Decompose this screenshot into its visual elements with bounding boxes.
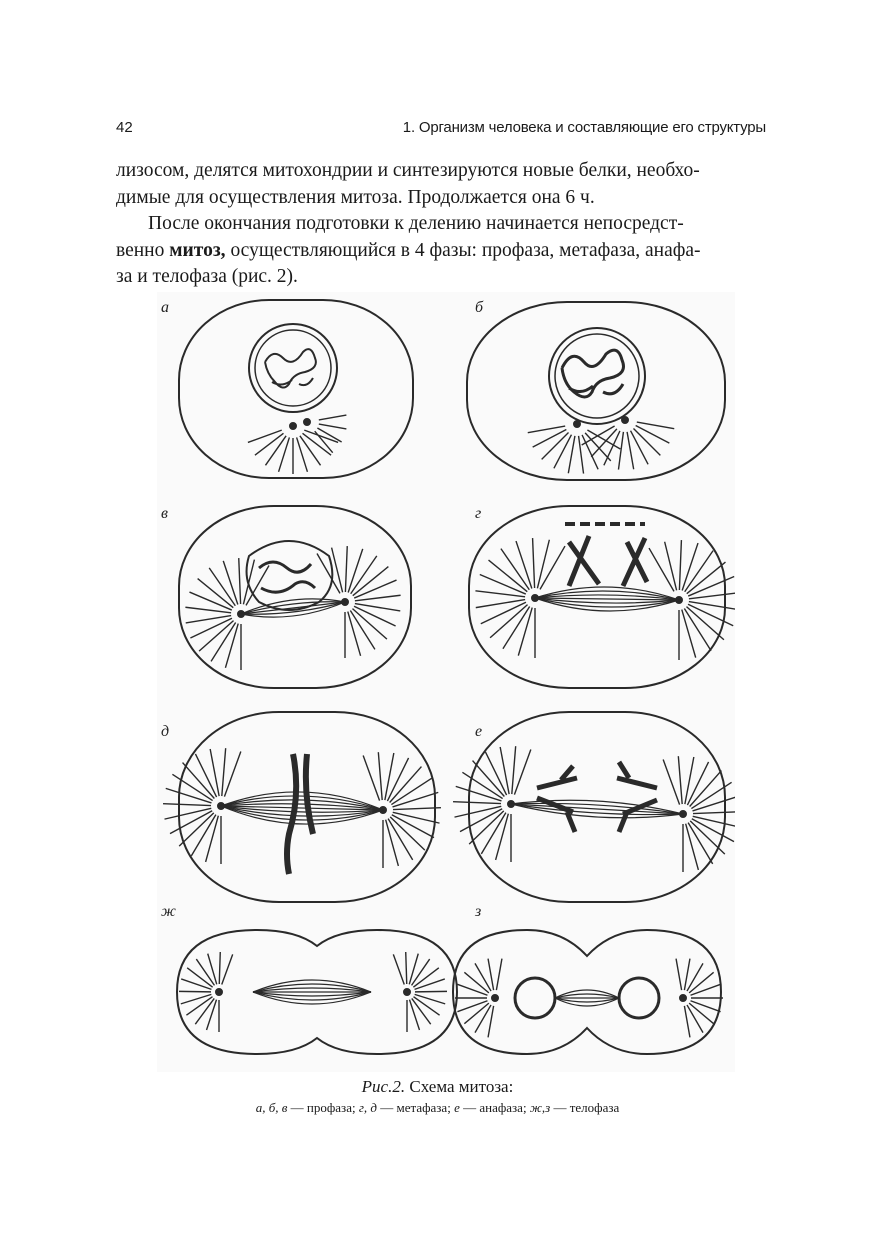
spindle-fiber [690,771,722,807]
text-line [116,264,766,291]
spindle-fiber [533,430,567,448]
panel-label: г [475,505,482,522]
spindle-fiber [319,415,347,420]
daughter-nucleus-right-z [619,978,659,1018]
spindle-fiber [678,756,682,804]
spindle-fiber [475,963,491,991]
spindle-fiber [219,952,220,984]
spindle-d [163,748,441,868]
mitosis-diagram [157,292,735,1072]
spindle-fiber [540,546,565,589]
spindle-fiber [210,749,219,796]
chromosomes-g [569,536,647,586]
spindle-fiber [684,608,711,650]
spindle-fiber [663,759,679,804]
spindle-fiber [535,598,679,600]
spindle-fiber [248,430,282,442]
centriole [304,419,310,425]
spindle-fiber [689,972,714,993]
spindle-fiber [222,748,226,796]
spindle-fiber [464,1003,489,1024]
legend-labels: ж,з [529,1100,551,1115]
spindle-fiber [533,538,535,588]
figure-title: Схема митоза: [405,1077,514,1096]
spindle-fiber [568,436,575,473]
spindle-fiber [475,1005,491,1033]
nucleus-v [247,541,333,610]
legend-text: — профаза; [287,1100,359,1115]
spindle-fiber [385,753,394,800]
spindle-fiber [687,762,708,805]
spindle-fiber [665,542,677,591]
spindle-fiber [488,1006,494,1038]
spindle-fiber [255,433,284,455]
spindle-fiber [206,816,219,862]
spindle-fiber [518,608,532,656]
text-line [116,158,766,185]
chromosomes-v [259,562,315,592]
spindle-z [455,959,723,1038]
spindle-fiber [689,593,735,599]
centriole [622,417,628,423]
spindle-fiber [636,426,670,444]
spindle-fiber [390,767,422,803]
spindle-fiber [585,433,611,461]
paragraph-2-line-2-end: осуществляющийся в 4 фазы: профаза, метафаза, анафа- [225,239,701,261]
spindle-fiber [649,548,674,591]
spindle-fiber [165,808,212,819]
centriole [492,995,498,1001]
chromatin-b [562,350,624,397]
spindle-fiber [689,1003,714,1024]
spindle-fiber [348,612,361,656]
spindle-fiber [503,606,530,648]
spindle-fiber [637,422,674,429]
paragraph-2-line-2-start: венно [116,239,170,261]
spindle-fiber [393,808,441,810]
aster-a [248,415,346,474]
spindle-fiber [208,954,217,985]
spindle-fiber [682,610,696,658]
term-mitosis: митоз, [169,239,226,261]
panel-label: ж [161,903,176,920]
daughter-nucleus-left-z [515,978,555,1018]
spindle-fiber [163,804,211,806]
spindle-fiber [687,963,703,991]
cell-outline-z [453,930,721,1054]
chromosomes-d [287,754,313,874]
spindle-fiber [676,959,682,991]
running-head [116,119,766,141]
spindle-fiber [514,749,530,794]
spindle-fiber [631,431,649,465]
spindle-fiber [183,763,215,799]
paragraph-2-line-1: После окончания подготовки к делению начинается непосредст- [148,213,684,234]
aster-b [528,417,674,474]
nucleus-outer-a [249,324,337,412]
section-title: 1. Организм человека и составляющие его структуры [402,119,766,136]
spindle-fiber [386,820,399,866]
spindle-e [453,746,735,872]
panel-label: б [475,299,484,316]
spindle-fiber [488,959,494,991]
centriole [216,989,222,995]
spindle-fiber [693,812,735,814]
spindle-fiber [528,426,565,433]
page-number: 42 [116,119,133,136]
legend-text: — телофаза [550,1100,620,1115]
spindle-fiber [179,813,214,846]
panel-label: а [161,299,169,316]
mitosis-figure [157,292,735,1072]
spindle-fiber [390,817,425,850]
spindle-fiber [221,806,383,810]
spindle-fiber [496,959,502,991]
panel-label: в [161,505,168,522]
spindle-fiber [239,558,241,604]
spindle-fiber [225,624,238,668]
spindle-fiber [387,758,408,801]
spindle-fiber [633,428,660,455]
spindle-fiber [297,437,308,471]
panel-label: е [475,723,483,740]
spindle-fiber [195,754,216,797]
spindle-v [185,546,400,670]
spindle-fiber [409,1000,419,1030]
figure-legend [0,1100,875,1116]
legend-text: — метафаза; [376,1100,455,1115]
centriole [680,995,686,1001]
paragraph-2-line-3: за и телофаза (рис. 2). [116,266,298,287]
centriole [290,423,296,429]
spindle-fiber [317,554,340,594]
figure-number: Рис.2. [361,1077,406,1096]
spindle-fiber [406,952,407,984]
cell-outline-g [469,506,725,688]
spindle-fiber [350,610,375,649]
spindle-fiber [693,816,735,827]
spindle-fiber [457,984,487,995]
spindle-fiber [542,432,569,459]
spindle-fiber [473,761,505,797]
body-text [116,158,766,291]
spindle-fiber [181,994,212,1004]
legend-labels: е [454,1100,460,1115]
text-line [116,185,766,212]
spindle-fiber [345,546,347,592]
panel-label: д [161,723,170,740]
paragraph-1-line-2: димые для осуществления митоза. Продолжается она 6 ч. [116,186,595,208]
spindle-fiber [453,802,501,804]
legend-text: — анафаза; [459,1100,530,1115]
spindle-fiber [415,979,445,989]
panel-label: з [475,903,482,920]
spindle-fiber [303,433,332,455]
spindle-fiber [686,607,723,640]
spindle-fiber [685,757,694,804]
centriole [574,421,580,427]
spindle-fiber [319,424,347,429]
spindle-fiber [355,595,401,601]
spindle-fiber [485,752,506,795]
text-line [116,238,766,265]
spindle-fiber [332,548,343,593]
spindle-fiber [512,746,516,794]
spindle-fiber [684,959,690,991]
spindle-fiber [475,591,525,597]
nucleus-inner-b [555,334,639,418]
figure-caption [0,1077,875,1097]
spindle-fiber [265,436,286,465]
spindle-fiber [222,954,233,984]
text-line [116,211,766,238]
spindle-fiber [579,436,584,474]
spindle-fiber [455,806,502,817]
spindle-fiber [618,432,623,470]
spindle-fiber [537,540,549,589]
spindle-fiber [243,560,254,605]
spindle-g [475,538,735,660]
spindle-fiber [415,994,446,1004]
spindle-fiber [279,437,290,471]
spindle-fiber [679,540,681,590]
spindle-fiber [181,979,211,989]
legend-labels: а, б, в [255,1100,288,1115]
spindle-fiber [393,812,440,823]
legend-labels: г, д [358,1100,377,1115]
spindle-fiber [179,991,211,992]
spindle-fiber [691,984,721,995]
spindle-fiber [415,991,447,992]
spindle-fiber [687,1005,703,1033]
chromosomes-e [537,762,657,832]
spindle-fiber [500,747,509,794]
spindle-fiber [554,435,572,469]
spindle-fiber [684,1006,690,1038]
spindle-fiber [490,605,527,638]
spindle-fiber [469,811,504,844]
spindle-fiber [363,755,379,800]
spindle-fiber [691,1001,721,1012]
spindle-fiber [690,821,725,854]
spindle-fiber [300,436,321,465]
spindle-fiber [207,1000,217,1030]
centriole [404,989,410,995]
spindle-fiber [409,954,418,985]
spindle-fiber [457,1001,487,1012]
cell-outline-e [469,712,725,902]
spindle-fiber [627,432,634,469]
spindle-fiber [464,972,489,993]
spindle-fiber [496,814,509,860]
cell-outline-a [179,300,413,478]
chromatin-a [265,349,316,387]
spindle-zh [179,952,447,1032]
spindle-fiber [185,607,231,613]
paragraph-1-line-1: лизосом, делятся митохондрии и синтезируются новые белки, необхо- [116,160,700,181]
spindle-fiber [393,954,404,984]
spindle-fiber [686,824,699,870]
cell-outline-v [179,506,411,688]
spindle-fiber [211,622,236,661]
spindle-fiber [378,752,382,800]
spindle-fiber [224,751,240,796]
